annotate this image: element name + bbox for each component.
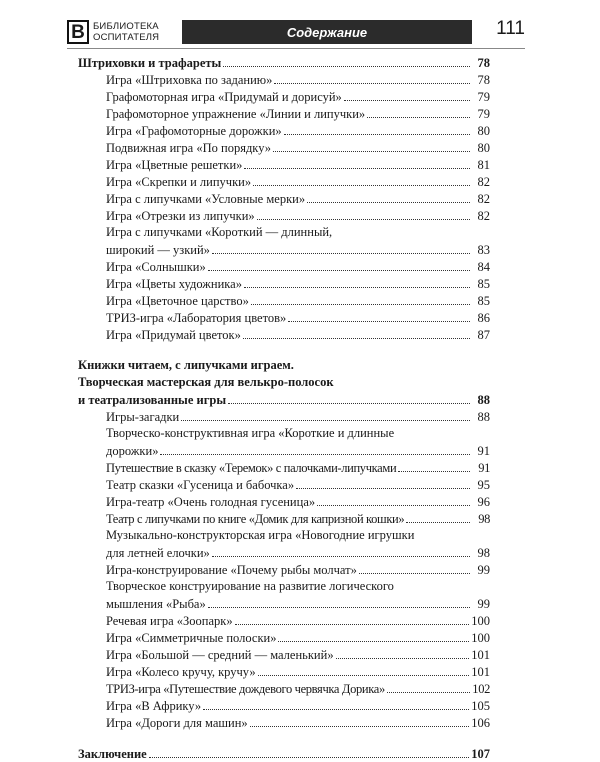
toc-page-number: 85 [477,277,490,291]
toc-entry-title: Театр сказки «Гусеница и бабочка» [106,478,295,492]
toc-entry[interactable] [78,122,490,139]
toc-page-number: 79 [477,107,490,121]
toc-entry[interactable] [78,71,490,88]
toc-conclusion[interactable] [78,745,490,762]
toc-entry[interactable] [78,309,490,326]
toc-entry[interactable] [78,105,490,122]
toc-page-number: 106 [471,716,490,730]
toc-page-number: 83 [477,243,490,257]
toc-entry-title: ТРИЗ-игра «Лаборатория цветов» [106,311,287,325]
dot-leader [223,66,470,67]
toc-page-number: 95 [477,478,490,492]
toc-entry-title: Графомоторное упражнение «Линии и липучки» [106,107,366,121]
series-logo-text [93,21,159,43]
section-title-bar: Содержание [182,20,472,44]
toc-entry-title: для летней елочки» [106,546,210,560]
toc-page-number: 101 [471,648,490,662]
dot-leader [344,100,470,101]
dot-leader [387,692,470,693]
toc-entry[interactable] [78,173,490,190]
dot-leader [296,488,470,489]
toc-entry-title: Игра «Дороги для машин» [106,716,248,730]
dot-leader [208,270,470,271]
toc-heading-line-2[interactable]: Творческая мастерская для велькро-полосок [78,375,334,389]
toc-entry-title: Игра «Цветочное царство» [106,294,249,308]
toc-entry[interactable] [78,326,490,343]
toc-entry-title: Игра «Солнышки» [106,260,206,274]
dot-leader [274,83,470,84]
dot-leader [317,505,470,506]
toc-page-number: 98 [478,512,490,526]
toc-entry[interactable] [78,190,490,207]
toc-entry[interactable] [78,697,490,714]
toc-entry-line-1[interactable]: Музыкально-конструкторская игра «Новогодние игрушки [106,528,415,542]
page-number: 111 [496,18,525,39]
toc-entry-title: Игра с липучками «Условные мерки» [106,192,306,206]
toc-entry-title: Театр с липучками по книге «Домик для капризной кошки» [106,512,405,526]
toc-page-number: 100 [471,631,490,645]
toc-entry-title: Игра «Колесо кручу, кручу» [106,665,256,679]
toc-page-number: 88 [477,410,490,424]
toc-page-number: 79 [477,90,490,104]
toc-entry-title: Подвижная игра «По порядку» [106,141,272,155]
dot-leader [244,287,470,288]
toc-page-number: 85 [477,294,490,308]
dot-leader [359,573,470,574]
toc-page-number: 82 [477,192,490,206]
toc-heading-title: Заключение [78,747,147,761]
dot-leader [208,607,470,608]
dot-leader [149,757,470,758]
header-divider [67,48,525,49]
toc-entry-title: дорожки» [106,444,159,458]
dot-leader [398,471,470,472]
toc-section-1 [78,54,490,343]
toc-entry[interactable] [78,442,490,459]
toc-page-number: 101 [471,665,490,679]
toc-entry-title: Игра-театр «Очень голодная гусеница» [106,495,316,509]
toc-section-heading[interactable] [78,391,490,408]
toc-entry[interactable] [78,292,490,309]
toc-page-number: 82 [477,175,490,189]
toc-page-number: 96 [477,495,490,509]
toc-page-number: 88 [477,393,490,407]
logo-line-1: БИБЛИОТЕКА [93,21,159,32]
toc-entry-title: Игра «Цветные решетки» [106,158,243,172]
toc-entry-title: Игра «Цветы художника» [106,277,242,291]
toc-entry[interactable] [78,612,490,629]
dot-leader [257,219,470,220]
toc-heading-title: и театрализованные игры [78,393,227,407]
toc-page-number: 82 [477,209,490,223]
toc-entry-title: Игра «Скрепки и липучки» [106,175,252,189]
series-logo-icon: В [67,20,89,44]
dot-leader [253,185,470,186]
dot-leader [243,338,470,339]
toc-entry-title: мышления «Рыба» [106,597,206,611]
dot-leader [278,641,469,642]
dot-leader [212,556,470,557]
toc-heading-line-1[interactable]: Книжки читаем, с липучками играем. [78,358,294,372]
toc-section-2 [78,357,490,731]
dot-leader [181,420,470,421]
toc-entry[interactable] [78,139,490,156]
toc-entry-title: Игра «Штриховка по заданию» [106,73,273,87]
toc-entry[interactable] [78,476,490,493]
toc-page-number: 78 [477,73,490,87]
toc-page-number: 80 [477,124,490,138]
toc-entry[interactable] [78,629,490,646]
toc-page-number: 100 [471,614,490,628]
toc-heading-title: Штриховки и трафареты [78,56,222,70]
toc-entry[interactable] [78,595,490,612]
dot-leader [203,709,469,710]
dot-leader [406,522,470,523]
toc-page-number: 86 [477,311,490,325]
toc-entry-title: Игра «Отрезки из липучки» [106,209,255,223]
dot-leader [212,253,470,254]
toc-entry-line-1[interactable]: Творческое конструирование на развитие логического [106,579,394,593]
page-header [67,16,525,48]
toc-entry[interactable] [78,544,490,561]
dot-leader [235,624,470,625]
toc-entry-title: Путешествие в сказку «Теремок» с палочками-липучками [106,461,397,475]
toc-page-number: 107 [471,747,490,761]
dot-leader [251,304,470,305]
toc-entry[interactable] [78,207,490,224]
toc-page-number: 78 [477,56,490,70]
table-of-contents [78,54,490,762]
toc-entry-line-1[interactable]: Игра с липучками «Короткий — длинный, [106,225,333,239]
toc-page-number: 99 [477,563,490,577]
toc-entry[interactable] [78,561,490,578]
toc-entry[interactable] [78,714,490,731]
toc-page-number: 84 [477,260,490,274]
toc-entry[interactable] [78,459,490,476]
toc-entry[interactable] [78,275,490,292]
toc-page-number: 87 [477,328,490,342]
toc-entry[interactable] [78,663,490,680]
toc-page-number: 99 [477,597,490,611]
toc-entry[interactable] [78,408,490,425]
toc-page-number: 81 [477,158,490,172]
toc-entry[interactable] [78,88,490,105]
toc-entry-title: Игра «В Африку» [106,699,202,713]
toc-entry[interactable] [78,493,490,510]
dot-leader [228,403,470,404]
toc-page-number: 80 [477,141,490,155]
toc-entry-title: широкий — узкий» [106,243,210,257]
toc-entry-title: Графомоторная игра «Придумай и дорисуй» [106,90,342,104]
toc-entry[interactable] [78,646,490,663]
dot-leader [284,134,470,135]
toc-entry-title: Игра «Симметричные полоски» [106,631,277,645]
toc-entry[interactable] [78,156,490,173]
dot-leader [250,726,470,727]
toc-entry[interactable] [78,510,490,527]
toc-entry-title: Речевая игра «Зоопарк» [106,614,233,628]
toc-entry[interactable] [78,241,490,258]
toc-entry-title: ТРИЗ-игра «Путешествие дождевого червячка Дорика» [106,682,385,696]
toc-page-number: 91 [478,461,490,475]
toc-entry-title: Игра «Большой — средний — маленький» [106,648,334,662]
dot-leader [367,117,470,118]
dot-leader [307,202,470,203]
toc-entry-title: Игра «Графомоторные дорожки» [106,124,282,138]
dot-leader [258,675,470,676]
toc-entry[interactable] [78,680,490,697]
toc-page-number: 105 [471,699,490,713]
dot-leader [288,321,470,322]
dot-leader [244,168,470,169]
dot-leader [273,151,470,152]
toc-page-number: 91 [477,444,490,458]
toc-section-heading[interactable] [78,54,490,71]
toc-entry-title: Игра-конструирование «Почему рыбы молчат» [106,563,357,577]
toc-page-number: 102 [472,682,490,696]
toc-page-number: 98 [477,546,490,560]
logo-line-2: ОСПИТАТЕЛЯ [93,32,160,43]
dot-leader [336,658,470,659]
toc-entry-title: Игра «Придумай цветок» [106,328,241,342]
toc-entry-line-1[interactable]: Творческо-конструктивная игра «Короткие и длинные [106,426,395,440]
toc-entry[interactable] [78,258,490,275]
dot-leader [160,454,470,455]
toc-entry-title: Игры-загадки [106,410,180,424]
